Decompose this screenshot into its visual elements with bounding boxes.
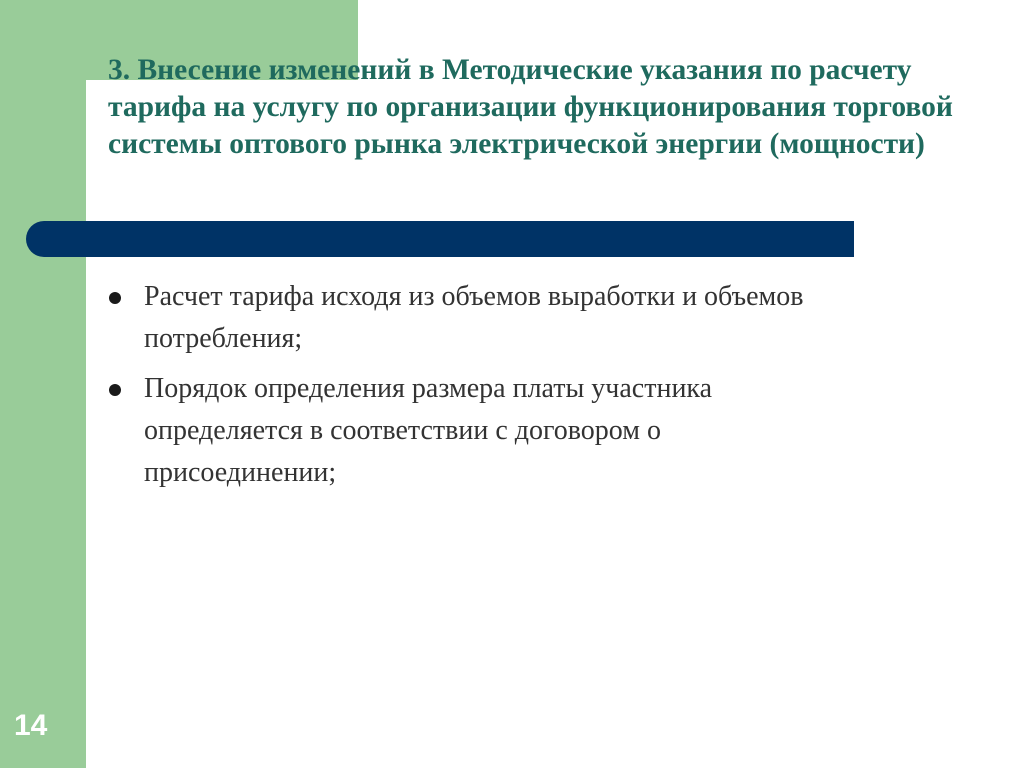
title-divider-bar	[26, 221, 854, 257]
bullet-list	[100, 276, 860, 502]
bullet-item	[100, 368, 860, 494]
bullet-text: Расчет тарифа исходя из объемов выработки и объемов потребления;	[144, 281, 804, 354]
bullet-item	[100, 276, 860, 360]
slide-title: 3. Внесение изменений в Методические указания по расчету тарифа на услугу по организации функционирования торговой системы оптового рынка электрической энергии (мощности)	[108, 54, 953, 160]
bullet-text: Порядок определения размера платы участника определяется в соответствии с договором о присоединении;	[144, 373, 713, 488]
bullet-dot-icon	[109, 384, 121, 396]
bullet-dot-icon	[109, 292, 121, 304]
left-accent-band	[0, 0, 86, 768]
slide-number: 14	[14, 709, 48, 742]
